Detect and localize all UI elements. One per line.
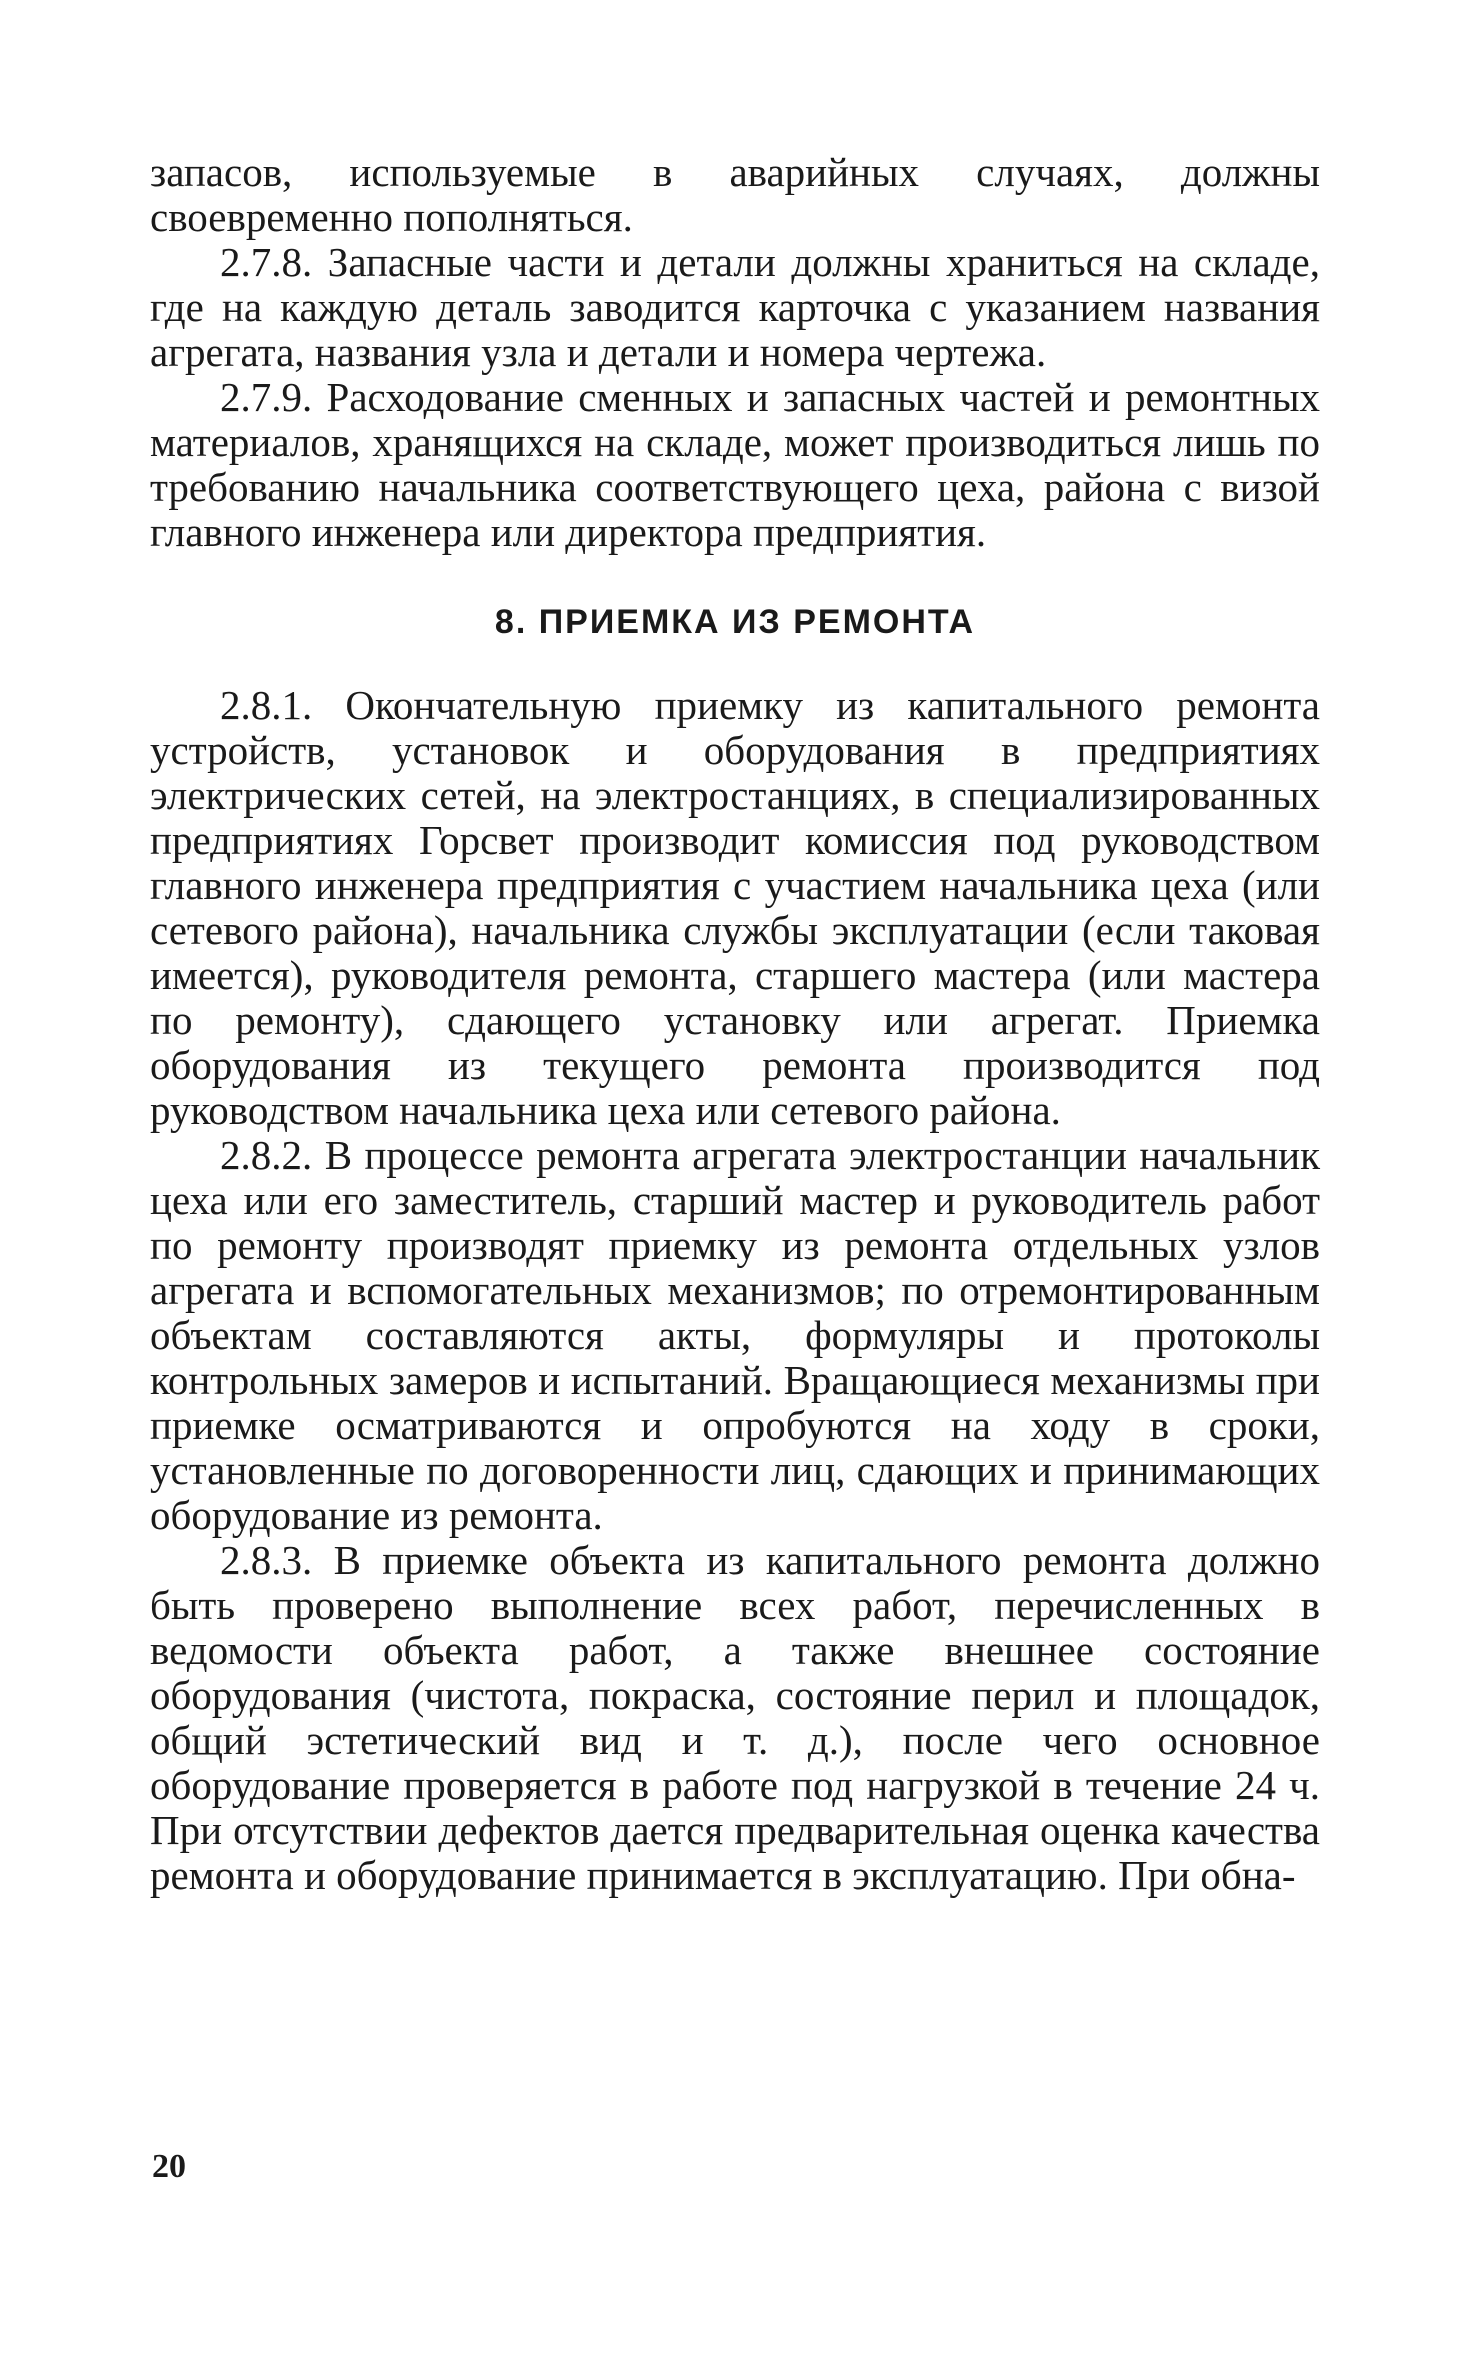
section-heading: 8. ПРИЕМКА ИЗ РЕМОНТА bbox=[494, 603, 976, 641]
paragraph-2-8-1: 2.8.1. Окончательную приемку из капитального ремонта устройств, установок и оборудования в предприятиях электрических сетей, на электростанциях, в специализированных предприятиях Горсвет производит комиссия под руководством главного инженера предприятия с участием начальника цеха (или сетевого района), начальника службы эксплуатации (если таковая имеется), руководителя ремонта, старшего мастера (или мастера по ремонту), сдающего установку или агрегат. Приемка оборудования из текущего ремонта производится под руководством начальника цеха или сетевого района. bbox=[150, 682, 1320, 1133]
page-number: 20 bbox=[152, 2148, 186, 2185]
body-text bbox=[150, 150, 1320, 1898]
paragraph-2-8-2: 2.8.2. В процессе ремонта агрегата электростанции начальник цеха или его заместитель, старший мастер и руководитель работ по ремонту производят приемку из ремонта отдельных узлов агрегата и вспомогательных механизмов; по отремонтированным объектам составляются акты, формуляры и протоколы контрольных замеров и испытаний. Вращающиеся механизмы при приемке осматриваются и опробуются на ходу в сроки, установленные по договоренности лиц, сдающих и принимающих оборудование из ремонта. bbox=[150, 1132, 1320, 1538]
paragraph-2-7-8: 2.7.8. Запасные части и детали должны храниться на складе, где на каждую деталь заводится карточка с указанием названия агрегата, названия узла и детали и номера чертежа. bbox=[150, 239, 1320, 375]
paragraph-continuation: запасов, используемые в аварийных случаях, должны своевременно пополняться. bbox=[150, 149, 1320, 240]
paragraph-2-7-9: 2.7.9. Расходование сменных и запасных частей и ремонтных материалов, хранящихся на складе, может производиться лишь по требованию начальника соответствующего цеха, района с визой главного инженера или директора предприятия. bbox=[150, 374, 1320, 555]
paragraph-2-8-3: 2.8.3. В приемке объекта из капитального ремонта должно быть проверено выполнение всех работ, перечисленных в ведомости объекта работ, а также внешнее состояние оборудования (чистота, покраска, состояние перил и площадок, общий эстетический вид и т. д.), после чего основное оборудование проверяется в работе под нагрузкой в течение 24 ч. При отсутствии дефектов дается предварительная оценка качества ремонта и оборудование принимается в эксплуатацию. При обна- bbox=[150, 1537, 1320, 1898]
